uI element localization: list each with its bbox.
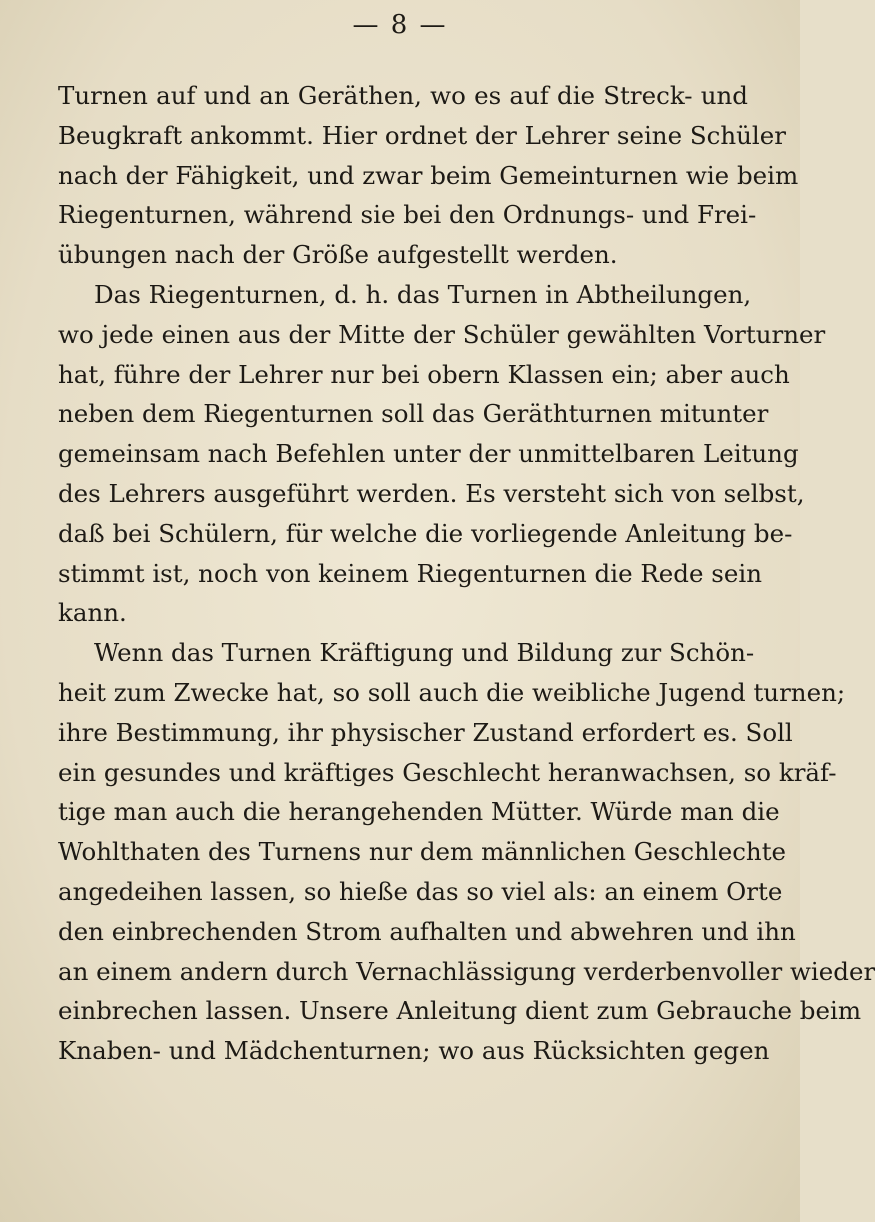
page-number: — 8 — bbox=[352, 10, 448, 40]
text-line: heit zum Zwecke hat, so soll auch die weibliche Jugend turnen; bbox=[58, 677, 846, 707]
text-line: den einbrechenden Strom aufhalten und abwehren und ihn bbox=[58, 916, 796, 946]
text-line: einbrechen lassen. Unsere Anleitung dient zum Gebrauche beim bbox=[58, 996, 862, 1026]
text-line: ihre Bestimmung, ihr physischer Zustand erfordert es. Soll bbox=[58, 717, 793, 747]
text-line: daß bei Schülern, für welche die vorliegende Anleitung be- bbox=[58, 518, 793, 548]
text-line: gemeinsam nach Befehlen unter der unmittelbaren Leitung bbox=[58, 439, 799, 469]
text-line: an einem andern durch Vernachlässigung verderbenvoller wieder bbox=[58, 956, 875, 986]
text-line: wo jede einen aus der Mitte der Schüler gewählten Vorturner bbox=[58, 319, 826, 349]
text-line: Wohlthaten des Turnens nur dem männlichen Geschlechte bbox=[58, 837, 787, 867]
text-line: Knaben- und Mädchenturnen; wo aus Rücksichten gegen bbox=[58, 1036, 770, 1066]
text-line: nach der Fähigkeit, und zwar beim Gemeinturnen wie beim bbox=[58, 160, 799, 190]
text-line: ein gesundes und kräftiges Geschlecht heranwachsen, so kräf- bbox=[58, 757, 837, 787]
text-line: hat, führe der Lehrer nur bei obern Klassen ein; aber auch bbox=[58, 359, 790, 389]
text-line: Wenn das Turnen Kräftigung und Bildung zur Schön- bbox=[94, 638, 755, 668]
body-text bbox=[58, 76, 875, 1071]
text-line: angedeihen lassen, so hieße das so viel als: an einem Orte bbox=[58, 876, 783, 906]
text-line: übungen nach der Größe aufgestellt werden. bbox=[58, 240, 618, 270]
text-line: tige man auch die herangehenden Mütter. Würde man die bbox=[58, 797, 780, 827]
text-line: neben dem Riegenturnen soll das Geräthturnen mitunter bbox=[58, 399, 769, 429]
text-line: stimmt ist, noch von keinem Riegenturnen die Rede sein bbox=[58, 558, 762, 588]
text-line: Beugkraft ankommt. Hier ordnet der Lehrer seine Schüler bbox=[58, 120, 786, 150]
text-line: Riegenturnen, während sie bei den Ordnungs- und Frei- bbox=[58, 200, 757, 230]
text-line: des Lehrers ausgeführt werden. Es versteht sich von selbst, bbox=[58, 478, 805, 508]
text-line: Das Riegenturnen, d. h. das Turnen in Abtheilungen, bbox=[94, 279, 752, 309]
text-line: Turnen auf und an Geräthen, wo es auf die Streck- und bbox=[58, 81, 748, 110]
text-line: kann. bbox=[58, 598, 127, 628]
